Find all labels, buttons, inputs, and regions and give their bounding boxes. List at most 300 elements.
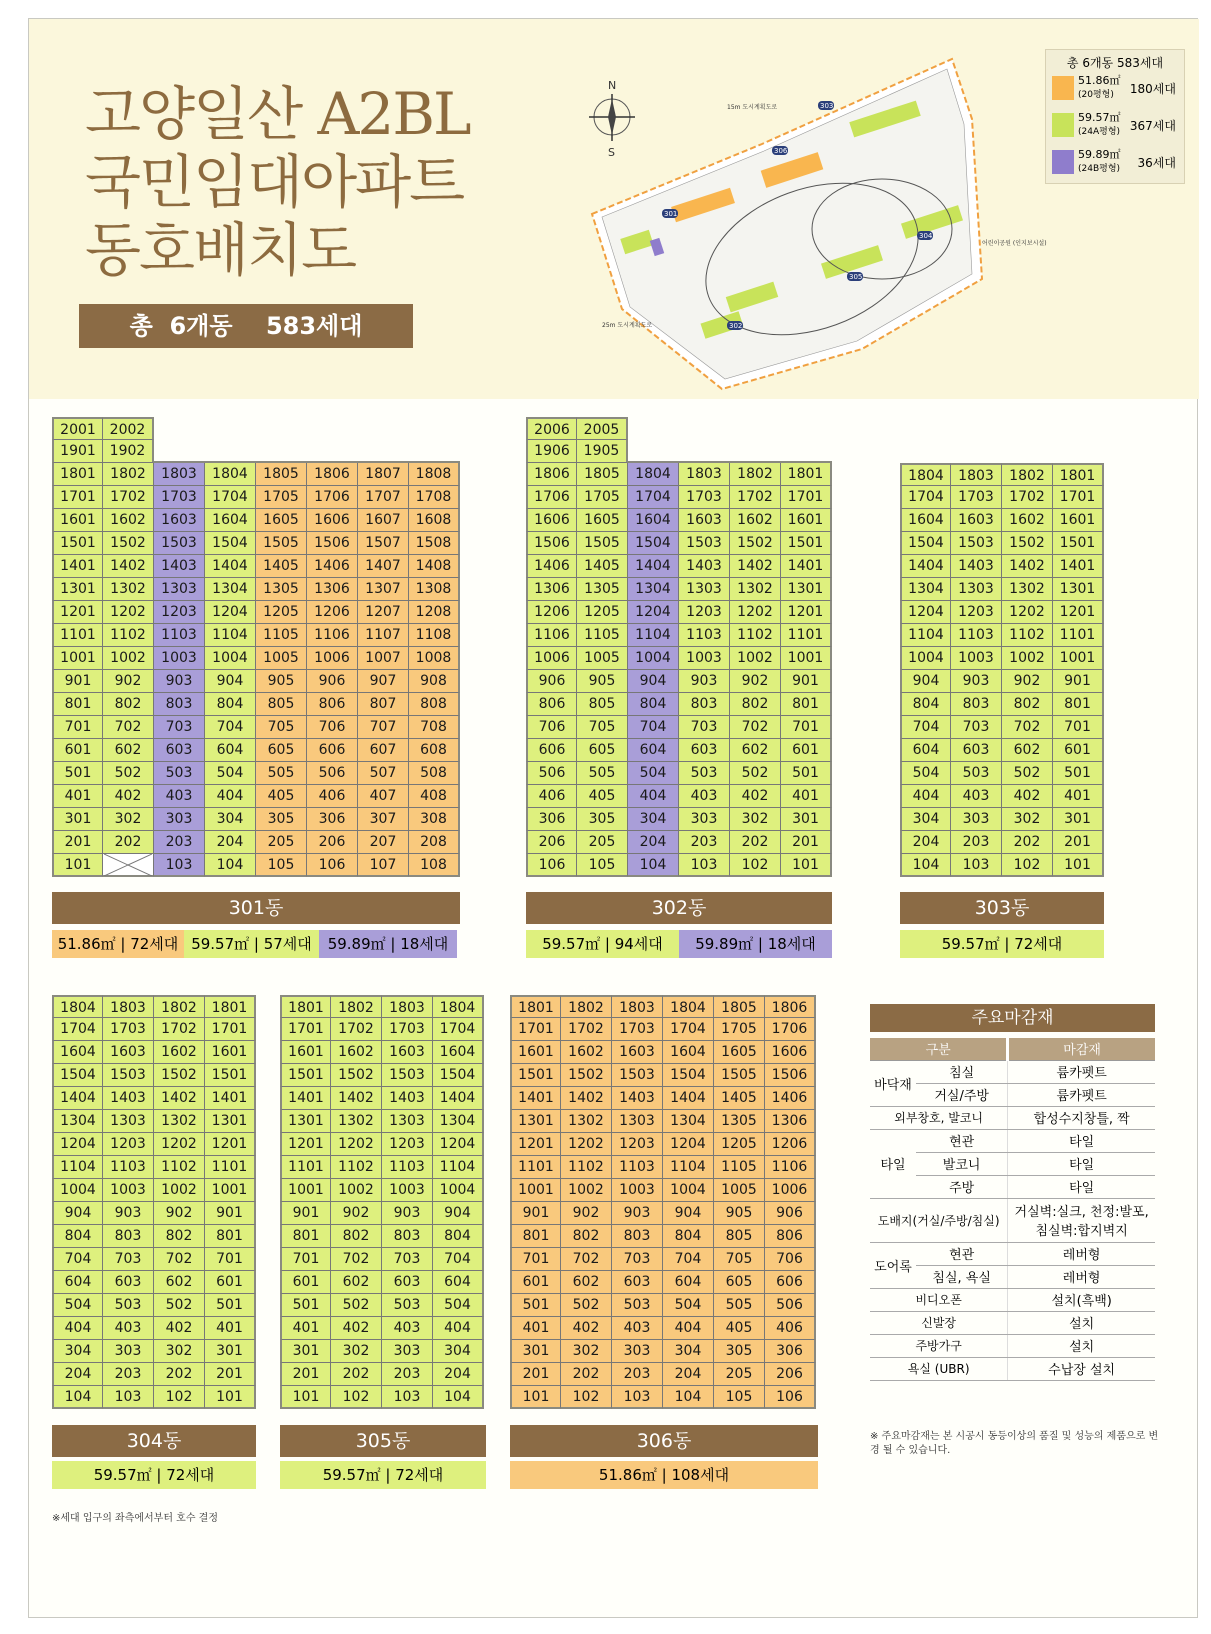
unit-cell: 703 <box>951 716 1002 739</box>
unit-cell: 403 <box>382 1317 433 1340</box>
unit-cell: 1401 <box>781 555 832 578</box>
unit-cell: 1203 <box>382 1133 433 1156</box>
unit-cell: 805 <box>256 693 307 716</box>
unit-cell: 102 <box>154 1386 205 1409</box>
unit-cell: 1701 <box>205 1018 256 1041</box>
unit-cell: 703 <box>382 1248 433 1271</box>
unit-cell: 1504 <box>900 532 951 555</box>
unit-cell: 403 <box>154 785 205 808</box>
unit-cell: 1203 <box>679 601 730 624</box>
unit-cell: 601 <box>1053 739 1104 762</box>
unit-cell: 1601 <box>510 1041 561 1064</box>
legend-item <box>1050 72 1180 107</box>
materials-value: 륨카펫트 <box>1008 1083 1155 1106</box>
unit-cell: 403 <box>951 785 1002 808</box>
unit-cell: 1305 <box>577 578 628 601</box>
unit-cell: 1104 <box>628 624 679 647</box>
unit-cell: 1506 <box>307 532 358 555</box>
materials-group: 도어록 <box>870 1242 916 1288</box>
unit-cell: 105 <box>256 854 307 877</box>
unit-cell: 1601 <box>52 509 103 532</box>
unit-cell: 1606 <box>765 1041 816 1064</box>
unit-cell: 501 <box>280 1294 331 1317</box>
unit-cell: 1203 <box>154 601 205 624</box>
unit-cell: 1303 <box>679 578 730 601</box>
materials-group: 바닥재 <box>870 1060 916 1106</box>
unit-cell: 302 <box>154 1340 205 1363</box>
unit-cell: 1003 <box>679 647 730 670</box>
unit-cell: 1006 <box>307 647 358 670</box>
unit-cell: 203 <box>679 831 730 854</box>
materials-value: 합성수지창틀, 짝 <box>1008 1106 1155 1129</box>
unit-cell: 1802 <box>561 995 612 1018</box>
spec-segment: 59.57㎡ | 72세대 <box>280 1461 486 1489</box>
unit-cell: 1301 <box>52 578 103 601</box>
unit-cell: 1801 <box>510 995 561 1018</box>
unit-cell: 802 <box>730 693 781 716</box>
unit-cell: 401 <box>510 1317 561 1340</box>
unit-cell: 1404 <box>52 1087 103 1110</box>
unit-cell: 404 <box>628 785 679 808</box>
unit-cell: 802 <box>154 1225 205 1248</box>
unit-cell: 504 <box>900 762 951 785</box>
unit-cell: 202 <box>1002 831 1053 854</box>
unit-cell: 1304 <box>433 1110 484 1133</box>
materials-value: 륨카펫트 <box>1008 1060 1155 1083</box>
unit-cell: 701 <box>1053 716 1104 739</box>
unit-cell: 601 <box>510 1271 561 1294</box>
unit-cell: 1804 <box>900 463 951 486</box>
unit-cell: 1302 <box>154 1110 205 1133</box>
road-label-top: 15m 도시계획도로 <box>727 104 778 111</box>
unit-cell: 804 <box>900 693 951 716</box>
unit-cell: 1402 <box>154 1087 205 1110</box>
unit-cell: 1302 <box>1002 578 1053 601</box>
unit-cell: 1605 <box>714 1041 765 1064</box>
unit-cell: 1502 <box>103 532 154 555</box>
unit-cell: 201 <box>205 1363 256 1386</box>
unit-cell: 1302 <box>561 1110 612 1133</box>
unit-cell: 1603 <box>679 509 730 532</box>
unit-cell: 1704 <box>433 1018 484 1041</box>
unit-cell: 704 <box>900 716 951 739</box>
unit-cell: 502 <box>331 1294 382 1317</box>
unit-cell: 1708 <box>409 486 460 509</box>
unit-cell: 906 <box>307 670 358 693</box>
unit-cell: 501 <box>781 762 832 785</box>
unit-cell: 1401 <box>52 555 103 578</box>
unit-cell: 1103 <box>103 1156 154 1179</box>
unit-cell: 401 <box>1053 785 1104 808</box>
materials-value: 설치(흑백) <box>1008 1288 1155 1311</box>
unit-cell: 601 <box>52 739 103 762</box>
unit-cell: 202 <box>561 1363 612 1386</box>
unit-cell: 1805 <box>714 995 765 1018</box>
legend-swatch <box>1052 113 1074 137</box>
unit-cell: 104 <box>663 1386 714 1409</box>
unit-cell: 1705 <box>714 1018 765 1041</box>
legend-area-value: 59.57㎡ <box>1078 111 1121 124</box>
materials-value-line: 거실벽:실크, 천정:발포, <box>1014 1205 1149 1220</box>
unit-cell: 1008 <box>409 647 460 670</box>
unit-cell: 1701 <box>1053 486 1104 509</box>
unit-cell: 704 <box>628 716 679 739</box>
unit-cell: 1607 <box>358 509 409 532</box>
unit-cell: 306 <box>765 1340 816 1363</box>
unit-cell: 1304 <box>663 1110 714 1133</box>
unit-cell: 1104 <box>663 1156 714 1179</box>
unit-cell: 1605 <box>256 509 307 532</box>
unit-cell: 1002 <box>154 1179 205 1202</box>
unit-cell: 1508 <box>409 532 460 555</box>
unit-cell: 2002 <box>103 417 154 440</box>
unit-cell: 1503 <box>382 1064 433 1087</box>
unit-cell: 402 <box>1002 785 1053 808</box>
unit-cell: 108 <box>409 854 460 877</box>
unit-cell: 206 <box>765 1363 816 1386</box>
building-spec-bar <box>280 1461 486 1489</box>
materials-header-finish: 마감재 <box>1008 1038 1155 1060</box>
unit-cell: 803 <box>103 1225 154 1248</box>
unit-cell: 203 <box>382 1363 433 1386</box>
unit-cell: 603 <box>679 739 730 762</box>
unit-cell: 1103 <box>951 624 1002 647</box>
unit-cell: 1405 <box>714 1087 765 1110</box>
unit-cell: 704 <box>205 716 256 739</box>
unit-cell: 903 <box>612 1202 663 1225</box>
unit-cell: 503 <box>103 1294 154 1317</box>
unit-cell: 1505 <box>577 532 628 555</box>
unit-cell: 706 <box>765 1248 816 1271</box>
unit-cell: 1206 <box>307 601 358 624</box>
unit-cell: 1702 <box>561 1018 612 1041</box>
unit-cell: 1404 <box>205 555 256 578</box>
unit-cell: 1603 <box>154 509 205 532</box>
unit-cell: 605 <box>256 739 307 762</box>
unit-cell: 106 <box>526 854 577 877</box>
unit-cell: 1902 <box>103 440 154 463</box>
unit-cell: 701 <box>52 716 103 739</box>
unit-cell: 1502 <box>331 1064 382 1087</box>
spec-segment: 59.57㎡ | 57세대 <box>184 930 319 958</box>
unit-cell: 1501 <box>510 1064 561 1087</box>
unit-cell: 1201 <box>781 601 832 624</box>
building-name-bar: 303동 <box>900 892 1104 924</box>
unit-cell: 1301 <box>280 1110 331 1133</box>
unit-cell: 1808 <box>409 463 460 486</box>
unit-cell: 1604 <box>433 1041 484 1064</box>
unit-cell: 1501 <box>205 1064 256 1087</box>
unit-cell: 1006 <box>765 1179 816 1202</box>
unit-cell: 801 <box>205 1225 256 1248</box>
unit-cell: 1705 <box>577 486 628 509</box>
unit-cell: 601 <box>781 739 832 762</box>
unit-cell: 1601 <box>205 1041 256 1064</box>
materials-item: 침실 <box>916 1060 1008 1083</box>
unit-cell: 405 <box>577 785 628 808</box>
unit-cell: 704 <box>433 1248 484 1271</box>
empty-cell <box>358 440 409 463</box>
unit-cell: 604 <box>205 739 256 762</box>
unit-cell: 1603 <box>382 1041 433 1064</box>
unit-cell: 1702 <box>1002 486 1053 509</box>
unit-cell: 502 <box>103 762 154 785</box>
unit-cell: 1706 <box>526 486 577 509</box>
unit-cell: 1301 <box>510 1110 561 1133</box>
materials-row <box>870 1288 1155 1311</box>
unit-cell: 904 <box>205 670 256 693</box>
unit-cell: 403 <box>679 785 730 808</box>
unit-cell: 1003 <box>951 647 1002 670</box>
unit-cell: 1405 <box>256 555 307 578</box>
unit-cell: 803 <box>679 693 730 716</box>
unit-cell: 902 <box>730 670 781 693</box>
unit-cell: 1102 <box>331 1156 382 1179</box>
unit-cell: 1802 <box>730 463 781 486</box>
unit-cell: 1101 <box>205 1156 256 1179</box>
unit-cell: 603 <box>382 1271 433 1294</box>
unit-cell: 2006 <box>526 417 577 440</box>
materials-row <box>870 1334 1155 1357</box>
unit-cell: 1802 <box>103 463 154 486</box>
unit-cell: 602 <box>331 1271 382 1294</box>
unit-cell: 201 <box>781 831 832 854</box>
unit-cell: 1103 <box>679 624 730 647</box>
unit-cell: 301 <box>781 808 832 831</box>
unit-cell: 604 <box>52 1271 103 1294</box>
unit-cell: 705 <box>256 716 307 739</box>
unit-cell: 1102 <box>1002 624 1053 647</box>
unit-cell: 1703 <box>951 486 1002 509</box>
unit-cell: 703 <box>154 716 205 739</box>
materials-item: 주방 <box>916 1175 1008 1198</box>
unit-cell: 1404 <box>628 555 679 578</box>
building-name-bar: 301동 <box>52 892 460 924</box>
unit-cell: 903 <box>103 1202 154 1225</box>
unit-cell: 1007 <box>358 647 409 670</box>
unit-cell: 403 <box>103 1317 154 1340</box>
unit-cell: 1505 <box>256 532 307 555</box>
unit-cell: 1002 <box>561 1179 612 1202</box>
unit-cell: 701 <box>205 1248 256 1271</box>
unit-cell: 602 <box>103 739 154 762</box>
unit-cell: 501 <box>1053 762 1104 785</box>
materials-value: 수납장 설치 <box>1008 1357 1155 1380</box>
unit-cell: 602 <box>154 1271 205 1294</box>
unit-cell: 1201 <box>280 1133 331 1156</box>
unit-cell: 708 <box>409 716 460 739</box>
materials-value: 타일 <box>1008 1175 1155 1198</box>
unit-cell: 1703 <box>679 486 730 509</box>
unit-cell: 1502 <box>561 1064 612 1087</box>
unit-cell: 804 <box>628 693 679 716</box>
legend-item <box>1050 146 1180 181</box>
unit-cell: 1501 <box>280 1064 331 1087</box>
materials-value-line: 침실벽:합지벽지 <box>1035 1224 1128 1239</box>
unit-cell: 602 <box>730 739 781 762</box>
unit-cell: 606 <box>526 739 577 762</box>
unit-cell: 1803 <box>679 463 730 486</box>
unit-cell: 704 <box>52 1248 103 1271</box>
unit-cell: 1906 <box>526 440 577 463</box>
unit-cell: 904 <box>433 1202 484 1225</box>
unit-grid-1 <box>52 417 460 877</box>
unit-grid-6 <box>510 995 816 1409</box>
unit-cell: 1608 <box>409 509 460 532</box>
unit-cell: 707 <box>358 716 409 739</box>
unit-cell: 1404 <box>900 555 951 578</box>
legend-area-sub: (24B평형) <box>1078 164 1121 174</box>
unit-cell: 104 <box>433 1386 484 1409</box>
unit-cell: 1707 <box>358 486 409 509</box>
unit-cell: 1108 <box>409 624 460 647</box>
unit-cell: 1303 <box>951 578 1002 601</box>
unit-cell: 1202 <box>730 601 781 624</box>
unit-cell: 1002 <box>331 1179 382 1202</box>
unit-cell: 803 <box>951 693 1002 716</box>
unit-cell: 107 <box>358 854 409 877</box>
unit-cell: 104 <box>52 1386 103 1409</box>
unit-cell: 905 <box>577 670 628 693</box>
unit-cell: 303 <box>382 1340 433 1363</box>
empty-cell <box>628 440 679 463</box>
unit-cell: 301 <box>1053 808 1104 831</box>
unit-cell: 1701 <box>781 486 832 509</box>
unit-cell: 1501 <box>52 532 103 555</box>
unit-cell: 606 <box>765 1271 816 1294</box>
unit-cell: 1704 <box>628 486 679 509</box>
unit-cell: 1502 <box>730 532 781 555</box>
unit-cell: 105 <box>577 854 628 877</box>
unit-cell: 1204 <box>663 1133 714 1156</box>
unit-grid-3 <box>900 463 1104 877</box>
unit-cell: 1303 <box>103 1110 154 1133</box>
building-spec-bar <box>526 930 832 958</box>
unit-cell: 206 <box>526 831 577 854</box>
unit-cell: 1106 <box>526 624 577 647</box>
unit-cell: 1601 <box>1053 509 1104 532</box>
unit-cell: 405 <box>256 785 307 808</box>
unit-cell: 706 <box>526 716 577 739</box>
unit-cell: 602 <box>561 1271 612 1294</box>
unit-cell: 1502 <box>1002 532 1053 555</box>
unit-cell: 1103 <box>382 1156 433 1179</box>
unit-cell: 1001 <box>52 647 103 670</box>
unit-cell: 701 <box>510 1248 561 1271</box>
legend-item <box>1050 109 1180 144</box>
unit-cell: 1403 <box>103 1087 154 1110</box>
unit-cell: 1402 <box>561 1087 612 1110</box>
unit-cell: 805 <box>714 1225 765 1248</box>
unit-cell: 1703 <box>612 1018 663 1041</box>
unit-cell: 503 <box>951 762 1002 785</box>
unit-cell: 103 <box>612 1386 663 1409</box>
unit-cell: 1306 <box>765 1110 816 1133</box>
unit-cell: 303 <box>951 808 1002 831</box>
unit-cell: 1702 <box>154 1018 205 1041</box>
materials-item: 침실, 욕실 <box>916 1265 1008 1288</box>
unit-cell: 206 <box>307 831 358 854</box>
materials-item: 거실/주방 <box>916 1083 1008 1106</box>
unit-cell: 1507 <box>358 532 409 555</box>
materials-value: 설치 <box>1008 1334 1155 1357</box>
unit-cell: 804 <box>52 1225 103 1248</box>
unit-cell: 1704 <box>900 486 951 509</box>
unit-cell: 601 <box>280 1271 331 1294</box>
unit-cell: 202 <box>730 831 781 854</box>
unit-cell: 1503 <box>951 532 1002 555</box>
legend <box>1045 49 1185 184</box>
building-spec-bar <box>510 1461 818 1489</box>
legend-title: 총 6개동 583세대 <box>1066 56 1164 70</box>
unit-cell: 1706 <box>307 486 358 509</box>
unit-cell: 303 <box>679 808 730 831</box>
unit-cell: 1006 <box>526 647 577 670</box>
unit-cell: 1004 <box>205 647 256 670</box>
unit-cell: 1103 <box>612 1156 663 1179</box>
materials-item: 현관 <box>916 1242 1008 1265</box>
unit-cell: 1001 <box>280 1179 331 1202</box>
unit-cell: 1104 <box>205 624 256 647</box>
unit-cell: 702 <box>1002 716 1053 739</box>
unit-cell: 303 <box>103 1340 154 1363</box>
unit-cell: 102 <box>331 1386 382 1409</box>
unit-cell: 508 <box>409 762 460 785</box>
unit-cell: 1505 <box>714 1064 765 1087</box>
unit-cell: 1005 <box>577 647 628 670</box>
unit-cell: 1802 <box>154 995 205 1018</box>
legend-area-sub: (20평형) <box>1078 90 1114 100</box>
unit-cell: 204 <box>663 1363 714 1386</box>
unit-cell: 801 <box>1053 693 1104 716</box>
entrance-note: ※세대 입구의 좌측에서부터 호수 결정 <box>52 1513 218 1524</box>
empty-unit-cell <box>103 854 154 877</box>
unit-cell: 1004 <box>900 647 951 670</box>
unit-cell: 1801 <box>205 995 256 1018</box>
unit-cell: 1803 <box>382 995 433 1018</box>
unit-cell: 1304 <box>52 1110 103 1133</box>
unit-cell: 1201 <box>52 601 103 624</box>
unit-cell: 505 <box>256 762 307 785</box>
unit-cell: 202 <box>103 831 154 854</box>
unit-cell: 1604 <box>52 1041 103 1064</box>
unit-cell: 301 <box>205 1340 256 1363</box>
unit-cell: 1705 <box>256 486 307 509</box>
unit-cell: 802 <box>1002 693 1053 716</box>
unit-cell: 1003 <box>382 1179 433 1202</box>
unit-cell: 1702 <box>331 1018 382 1041</box>
building-name-bar: 305동 <box>280 1425 486 1457</box>
unit-cell: 506 <box>307 762 358 785</box>
compass-south: S <box>608 146 615 159</box>
unit-cell: 1605 <box>577 509 628 532</box>
unit-cell: 1302 <box>730 578 781 601</box>
unit-cell: 1401 <box>510 1087 561 1110</box>
unit-cell: 503 <box>154 762 205 785</box>
unit-cell: 1303 <box>382 1110 433 1133</box>
unit-cell: 807 <box>358 693 409 716</box>
unit-cell: 1606 <box>307 509 358 532</box>
unit-cell: 1106 <box>307 624 358 647</box>
empty-cell <box>409 440 460 463</box>
unit-cell: 1701 <box>280 1018 331 1041</box>
unit-cell: 603 <box>154 739 205 762</box>
unit-cell: 604 <box>628 739 679 762</box>
unit-cell: 503 <box>382 1294 433 1317</box>
unit-cell: 1205 <box>256 601 307 624</box>
materials-row <box>870 1357 1155 1380</box>
unit-cell: 1101 <box>510 1156 561 1179</box>
